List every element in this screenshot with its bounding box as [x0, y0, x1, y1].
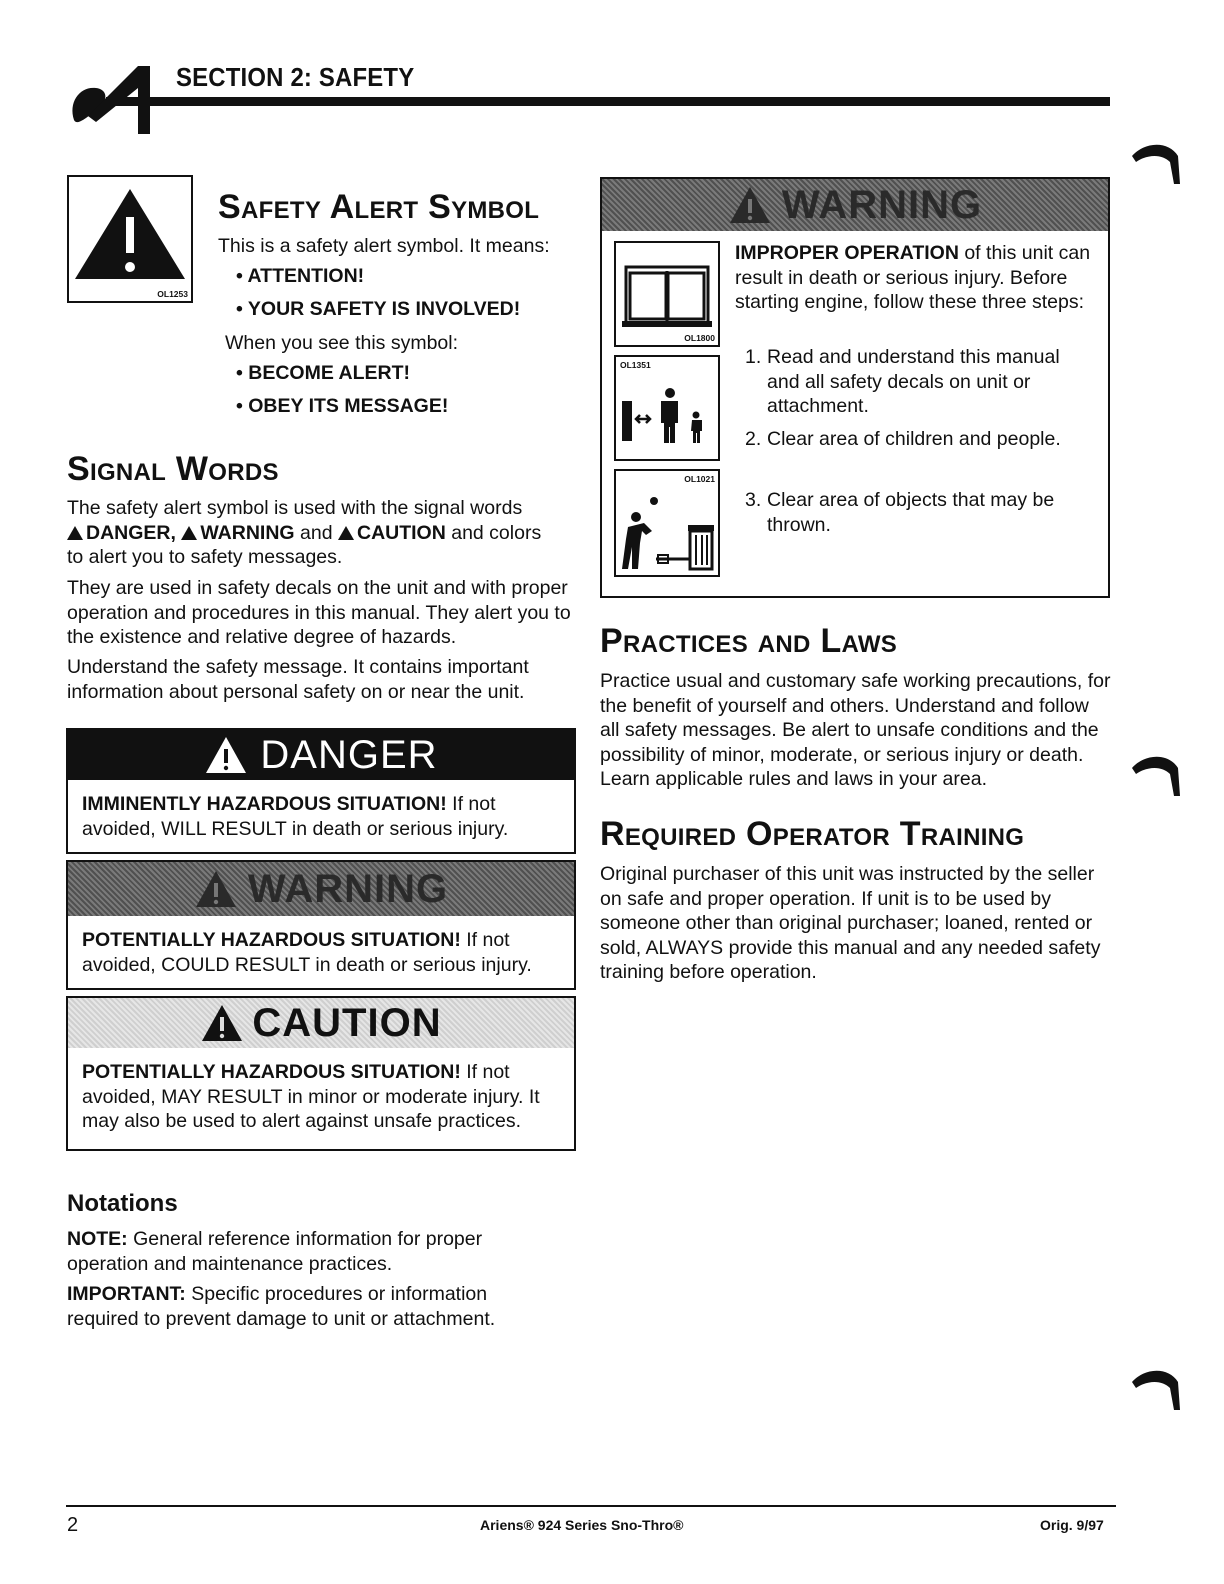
thrown-objects-icon	[614, 469, 720, 577]
warning-label: WARNING	[247, 866, 449, 911]
footer-date: Orig. 9/97	[1040, 1517, 1104, 1533]
danger-header	[68, 730, 574, 780]
signal-words-paragraph-3: Understand the safety message. It contains important information about personal safety on or near the unit.	[67, 656, 529, 703]
safety-alert-intro: This is a safety alert symbol. It means:	[218, 235, 550, 257]
step-1	[735, 345, 1095, 419]
margin-mark-icon	[1130, 1366, 1190, 1416]
warning-bold: POTENTIALLY HAZARDOUS SITUATION!	[82, 929, 461, 951]
warning-panel	[600, 177, 1110, 598]
signal-words-line-2	[67, 521, 577, 546]
warning-word: WARNING	[200, 521, 295, 544]
alert-triangle-icon	[200, 1003, 244, 1043]
margin-mark-icon	[1130, 140, 1190, 190]
signal-words-paragraph-1	[67, 496, 577, 570]
and-word: and	[300, 521, 333, 544]
alert-triangle-icon	[194, 869, 238, 909]
danger-body: If not avoided, WILL RESULT in death or serious injury.	[82, 793, 509, 840]
danger-box	[66, 728, 576, 854]
caution-bold: POTENTIALLY HAZARDOUS SITUATION!	[82, 1061, 461, 1083]
alert-triangle-icon	[181, 526, 197, 540]
alert-triangle-icon	[69, 177, 191, 301]
safety-alert-image	[67, 175, 193, 303]
warning-panel-intro-text: of this unit can result in death or serious injury. Before starting engine, follow these three steps:	[735, 242, 1091, 313]
step-text: Read and understand this manual and all safety decals on unit or attachment.	[767, 346, 1060, 417]
section-title: SECTION 2: SAFETY	[176, 62, 415, 92]
safety-alert-when: When you see this symbol:	[225, 332, 459, 354]
warning-panel-intro-bold: IMPROPER OPERATION	[735, 242, 959, 264]
note-label: NOTE:	[67, 1228, 128, 1250]
bullet-safety-involved: • YOUR SAFETY IS INVOLVED!	[236, 298, 521, 320]
important-text: Specific procedures or information required to prevent damage to unit or attachment.	[67, 1283, 496, 1330]
training-heading: Required Operator Training	[600, 815, 1025, 853]
warning-panel-intro	[735, 241, 1095, 315]
warning-text	[68, 916, 574, 987]
step-2	[735, 427, 1095, 452]
header-rule	[106, 97, 1110, 106]
warning-header	[68, 862, 574, 916]
alert-triangle-icon	[204, 735, 248, 775]
footer-rule	[66, 1505, 1116, 1507]
warning-panel-header	[602, 179, 1108, 231]
colors-word: and colors	[451, 521, 542, 544]
page-number: 2	[67, 1514, 79, 1536]
practices-text: Practice usual and customary safe working precautions, for the benefit of yourself and others. Understand and follow all safety messages. Be alert to unsafe conditions and the possibility of minor, moderate, or serious injury or death. Learn applicable rules and laws in your area.	[600, 670, 1111, 790]
caution-header	[68, 998, 574, 1048]
step-number: 2.	[745, 427, 762, 450]
signal-words-paragraph-2: They are used in safety decals on the unit and with proper operation and procedures in this manual. They alert you to the existence and relative degree of hazards.	[67, 577, 571, 648]
signal-words-heading: Signal Words	[67, 450, 279, 488]
danger-label: DANGER	[260, 732, 438, 777]
icon-code: OL1351	[620, 360, 651, 370]
icon-code: OL1800	[684, 333, 715, 343]
note-text: General reference information for proper operation and maintenance practices.	[67, 1228, 483, 1275]
signal-words-line-3: to alert you to safety messages.	[67, 546, 343, 568]
alert-triangle-icon	[728, 185, 772, 225]
icon-code: OL1021	[684, 474, 715, 484]
danger-word: DANGER,	[86, 521, 176, 544]
danger-text	[68, 780, 574, 851]
safety-alert-heading: Safety Alert Symbol	[218, 188, 540, 226]
manual-book-icon	[614, 241, 720, 347]
practices-heading: Practices and Laws	[600, 622, 898, 660]
important-paragraph	[67, 1282, 537, 1331]
bullet-attention: • ATTENTION!	[236, 265, 365, 287]
step-text: Clear area of children and people.	[767, 427, 1061, 450]
image-code: OL1253	[157, 289, 188, 299]
warning-panel-label: WARNING	[781, 182, 983, 227]
important-label: IMPORTANT:	[67, 1283, 186, 1305]
caution-body: If not avoided, MAY RESULT in minor or moderate injury. It may also be used to alert against unsafe practices.	[82, 1061, 540, 1132]
training-text: Original purchaser of this unit was instructed by the seller on safe and proper operation. If unit is to be used by someone other than original purchaser; loaned, rented or sold, ALWAYS provide this manual and any needed safety training before operation.	[600, 863, 1101, 983]
footer-product: Ariens® 924 Series Sno-Thro®	[480, 1517, 684, 1533]
caution-box	[66, 996, 576, 1151]
alert-triangle-icon	[338, 526, 354, 540]
danger-bold: IMMINENTLY HAZARDOUS SITUATION!	[82, 793, 447, 815]
bullet-obey-message: • OBEY ITS MESSAGE!	[236, 395, 449, 417]
step-text: Clear area of objects that may be thrown.	[767, 489, 1055, 536]
signal-words-line-1: The safety alert symbol is used with the signal words	[67, 497, 523, 519]
alert-triangle-icon	[67, 526, 83, 540]
bullet-become-alert: • BECOME ALERT!	[236, 362, 411, 384]
margin-mark-icon	[1130, 752, 1190, 802]
caution-text	[68, 1048, 574, 1144]
caution-word: CAUTION	[356, 521, 446, 544]
warning-steps	[735, 345, 1095, 537]
bystander-distance-icon	[614, 355, 720, 461]
note-paragraph	[67, 1227, 537, 1276]
notations-heading: Notations	[67, 1190, 178, 1217]
step-number: 1.	[745, 346, 762, 368]
step-number: 3.	[745, 489, 762, 511]
warning-box	[66, 860, 576, 990]
warning-body: If not avoided, COULD RESULT in death or serious injury.	[82, 929, 532, 976]
caution-label: CAUTION	[252, 1000, 442, 1045]
step-3	[735, 488, 1095, 537]
